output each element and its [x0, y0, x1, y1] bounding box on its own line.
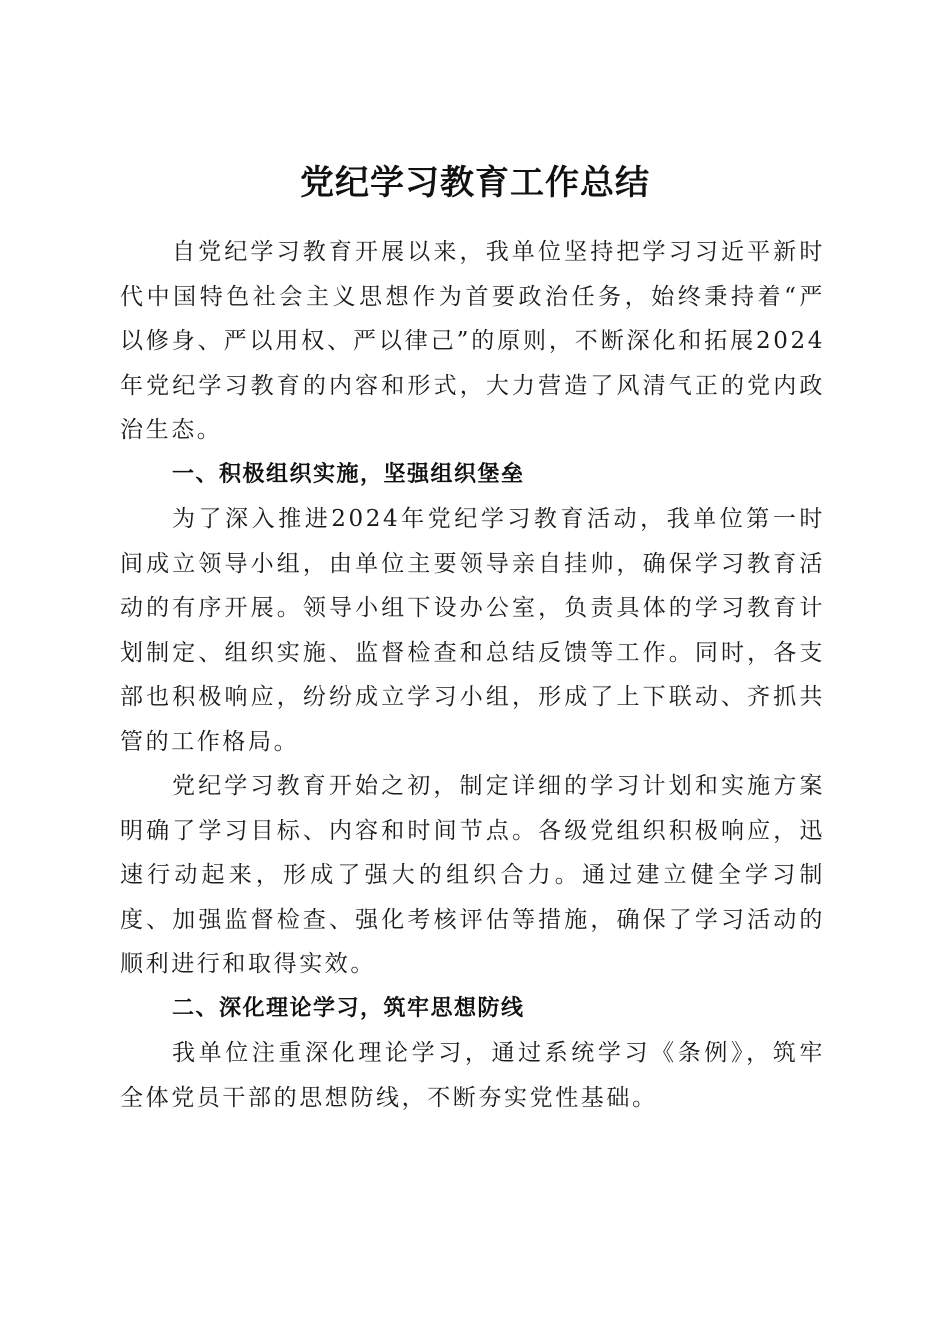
section-1-paragraph-1: 为了深入推进2024年党纪学习教育活动，我单位第一时间成立领导小组，由单位主要领导亲自挂帅，确保学习教育活动的有序开展。领导小组下设办公室，负责具体的学习教育计划制定、组织实施、监督检查和总结反馈等工作。同时，各支部也积极响应，纷纷成立学习小组，形成了上下联动、齐抓共管的工作格局。: [120, 506, 825, 755]
section-heading-2: 二、深化理论学习，筑牢思想防线: [172, 995, 525, 1021]
section-heading-1: 一、积极组织实施，坚强组织堡垒: [172, 461, 525, 487]
document-title: 党纪学习教育工作总结: [300, 162, 650, 203]
section-1-paragraph-2: 党纪学习教育开始之初，制定详细的学习计划和实施方案明确了学习目标、内容和时间节点。各级党组织积极响应，迅速行动起来，形成了强大的组织合力。通过建立健全学习制度、加强监督检查、强化考核评估等措施，确保了学习活动的顺利进行和取得实效。: [120, 773, 825, 977]
intro-paragraph: 自党纪学习教育开展以来，我单位坚持把学习习近平新时代中国特色社会主义思想作为首要政治任务，始终秉持着“严以修身、严以用权、严以律己”的原则，不断深化和拓展2024年党纪学习教育的内容和形式，大力营造了风清气正的党内政治生态。: [120, 239, 825, 443]
document-body: [120, 230, 825, 1120]
section-2-paragraph-1: 我单位注重深化理论学习，通过系统学习《条例》，筑牢全体党员干部的思想防线，不断夯实党性基础。: [120, 1040, 825, 1111]
